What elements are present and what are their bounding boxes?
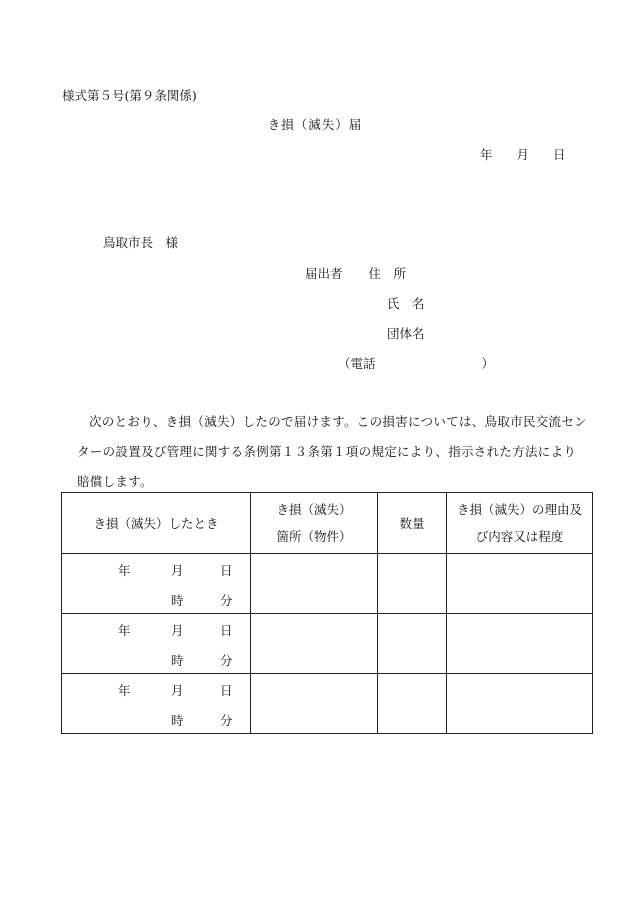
phone-close: ）: [481, 356, 495, 371]
table-header-row: [62, 493, 593, 554]
table-row: [62, 554, 593, 614]
quantity-cell[interactable]: [378, 554, 447, 614]
when-day-label: 日: [220, 623, 233, 638]
header-reason-line2: び内容又は程度: [475, 529, 564, 544]
header-reason: [447, 493, 593, 554]
quantity-cell[interactable]: [378, 674, 447, 734]
when-cell[interactable]: [62, 674, 251, 734]
table-row: [62, 674, 593, 734]
table-row: [62, 614, 593, 674]
reason-cell[interactable]: [447, 554, 593, 614]
when-year-label: 年: [118, 563, 131, 578]
when-day-label: 日: [220, 563, 233, 578]
damage-table: [61, 492, 593, 734]
when-cell[interactable]: [62, 614, 251, 674]
location-cell[interactable]: [251, 674, 378, 734]
phone-label: （電話: [338, 356, 376, 371]
when-month-label: 月: [171, 623, 184, 638]
organization-label: 団体名: [387, 326, 425, 341]
when-month-label: 月: [171, 563, 184, 578]
reason-cell[interactable]: [447, 674, 593, 734]
date-month-label: 月: [516, 147, 530, 162]
when-hour-label: 時: [171, 593, 184, 608]
location-cell[interactable]: [251, 554, 378, 614]
header-location-line1: き損（滅失）: [276, 502, 352, 517]
when-day-label: 日: [220, 683, 233, 698]
addressee: 鳥取市長 様: [103, 235, 179, 250]
header-quantity: 数量: [378, 493, 447, 554]
reason-cell[interactable]: [447, 614, 593, 674]
when-month-label: 月: [171, 683, 184, 698]
when-cell[interactable]: [62, 554, 251, 614]
location-cell[interactable]: [251, 614, 378, 674]
when-year-label: 年: [118, 623, 131, 638]
date-year-label: 年: [480, 147, 493, 162]
header-location: [251, 493, 378, 554]
phone-line: [338, 354, 494, 372]
when-hour-label: 時: [171, 653, 184, 668]
date-day-label: 日: [553, 147, 566, 162]
applicant-address-line: [305, 264, 406, 282]
header-location-line2: 箇所（物件）: [276, 529, 352, 544]
when-hour-label: 時: [171, 713, 184, 728]
when-minute-label: 分: [220, 713, 233, 728]
when-minute-label: 分: [220, 593, 233, 608]
header-reason-line1: き損（滅失）の理由及: [456, 502, 582, 517]
address-label: 住 所: [368, 266, 407, 281]
document-title: き損（滅失）届: [267, 117, 363, 132]
when-year-label: 年: [118, 683, 131, 698]
body-text: 次のとおり、き損（滅失）したので届けます。この損害については、鳥取市民交流センターの設置及び管理に関する条例第１３条第１項の規定により、指示された方法により賠償します。: [77, 414, 587, 489]
quantity-cell[interactable]: [378, 614, 447, 674]
applicant-label: 届出者: [305, 266, 343, 281]
when-minute-label: 分: [220, 653, 233, 668]
form-number: 様式第５号(第９条関係): [62, 88, 197, 103]
header-when: き損（滅失）したとき: [62, 493, 251, 554]
date-line: [480, 145, 566, 163]
name-label: 氏 名: [387, 296, 425, 311]
